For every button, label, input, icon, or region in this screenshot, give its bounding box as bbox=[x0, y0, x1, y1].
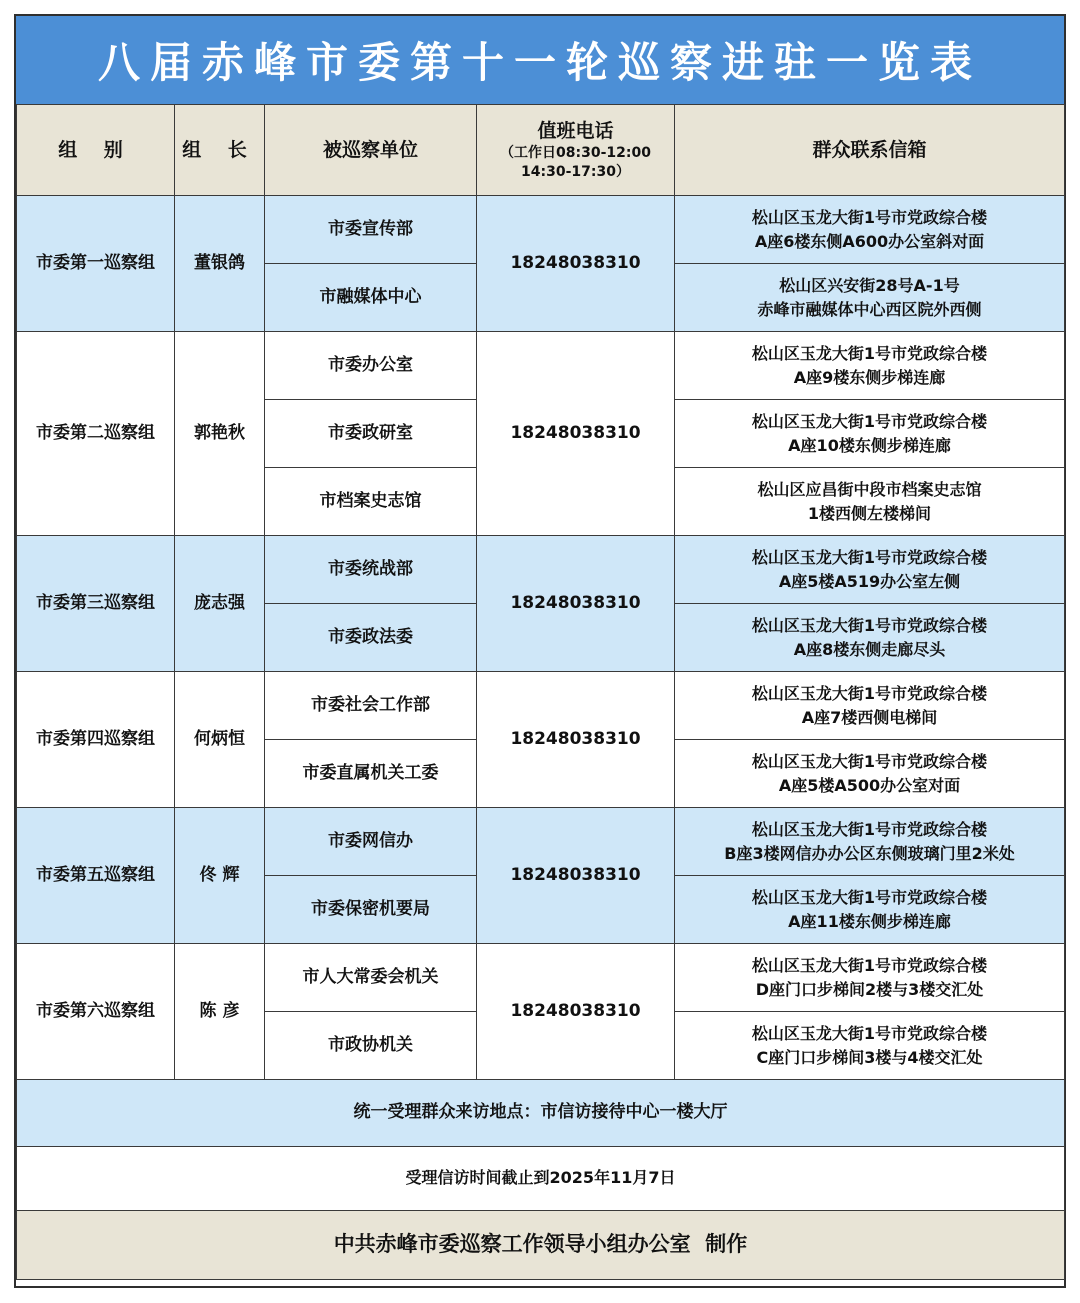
header-unit: 被巡察单位 bbox=[265, 105, 477, 196]
group-name: 市委第三巡察组 bbox=[17, 536, 175, 672]
mailbox-line-2: A座5楼A500办公室对面 bbox=[778, 775, 961, 795]
group-name: 市委第四巡察组 bbox=[17, 672, 175, 808]
table-row bbox=[17, 196, 1065, 264]
inspected-unit: 市委保密机要局 bbox=[265, 876, 477, 944]
inspected-unit: 市委网信办 bbox=[265, 808, 477, 876]
mailbox-line-1: 松山区玉龙大街1号市党政综合楼 bbox=[751, 683, 988, 703]
group-name: 市委第六巡察组 bbox=[17, 944, 175, 1080]
mailbox-line-2: A座9楼东侧步梯连廊 bbox=[793, 367, 946, 387]
mailbox-line-1: 松山区玉龙大街1号市党政综合楼 bbox=[751, 1023, 988, 1043]
mailbox-location bbox=[675, 332, 1065, 400]
group-name: 市委第一巡察组 bbox=[17, 196, 175, 332]
table-row bbox=[17, 672, 1065, 740]
group-leader: 佟 辉 bbox=[175, 808, 265, 944]
mailbox-location bbox=[675, 1012, 1065, 1080]
visit-location-text: 统一受理群众来访地点：市信访接待中心一楼大厅 bbox=[17, 1080, 1065, 1147]
mailbox-line-2: A座7楼西侧电梯间 bbox=[801, 707, 938, 727]
mailbox-line-2: A座11楼东侧步梯连廊 bbox=[788, 911, 951, 931]
mailbox-location bbox=[675, 604, 1065, 672]
inspected-unit: 市委政研室 bbox=[265, 400, 477, 468]
table-body bbox=[17, 196, 1065, 1080]
table-row bbox=[17, 944, 1065, 1012]
mailbox-line-1: 松山区玉龙大街1号市党政综合楼 bbox=[751, 207, 988, 227]
inspected-unit: 市政协机关 bbox=[265, 1012, 477, 1080]
group-leader: 郭艳秋 bbox=[175, 332, 265, 536]
mailbox-line-2: B座3楼网信办办公区东侧玻璃门里2米处 bbox=[724, 843, 1015, 863]
mailbox-location bbox=[675, 808, 1065, 876]
group-name: 市委第五巡察组 bbox=[17, 808, 175, 944]
mailbox-location bbox=[675, 672, 1065, 740]
mailbox-line-2: A座6楼东侧A600办公室斜对面 bbox=[754, 231, 985, 251]
duty-phone: 18248038310 bbox=[477, 332, 675, 536]
title-banner bbox=[16, 16, 1064, 106]
mailbox-location bbox=[675, 876, 1065, 944]
header-phone bbox=[477, 105, 675, 196]
mailbox-line-1: 松山区玉龙大街1号市党政综合楼 bbox=[751, 615, 988, 635]
mailbox-location bbox=[675, 468, 1065, 536]
mailbox-line-2: C座门口步梯间3楼与4楼交汇处 bbox=[756, 1047, 983, 1067]
group-leader: 庞志强 bbox=[175, 536, 265, 672]
deadline-text: 受理信访时间截止到2025年11月7日 bbox=[17, 1147, 1065, 1211]
inspected-unit: 市委宣传部 bbox=[265, 196, 477, 264]
inspected-unit: 市人大常委会机关 bbox=[265, 944, 477, 1012]
inspected-unit: 市档案史志馆 bbox=[265, 468, 477, 536]
duty-phone: 18248038310 bbox=[477, 672, 675, 808]
mailbox-location bbox=[675, 944, 1065, 1012]
inspected-unit: 市委统战部 bbox=[265, 536, 477, 604]
mailbox-location bbox=[675, 536, 1065, 604]
duty-phone: 18248038310 bbox=[477, 944, 675, 1080]
mailbox-line-1: 松山区玉龙大街1号市党政综合楼 bbox=[751, 547, 988, 567]
mailbox-line-1: 松山区玉龙大街1号市党政综合楼 bbox=[751, 411, 988, 431]
duty-phone: 18248038310 bbox=[477, 808, 675, 944]
group-leader: 何炳恒 bbox=[175, 672, 265, 808]
header-group: 组 别 bbox=[17, 105, 175, 196]
header-row bbox=[17, 105, 1065, 196]
inspected-unit: 市委办公室 bbox=[265, 332, 477, 400]
mailbox-location bbox=[675, 196, 1065, 264]
inspected-unit: 市委社会工作部 bbox=[265, 672, 477, 740]
page-title: 八届赤峰市委第十一轮巡察进驻一览表 bbox=[97, 38, 982, 87]
mailbox-location bbox=[675, 740, 1065, 808]
mailbox-line-2: 1楼西侧左楼梯间 bbox=[807, 503, 932, 523]
inspected-unit: 市委政法委 bbox=[265, 604, 477, 672]
duty-phone: 18248038310 bbox=[477, 536, 675, 672]
mailbox-line-2: A座5楼A519办公室左侧 bbox=[778, 571, 961, 591]
mailbox-line-1: 松山区兴安街28号A-1号 bbox=[779, 275, 960, 295]
mailbox-location bbox=[675, 264, 1065, 332]
mailbox-line-1: 松山区玉龙大街1号市党政综合楼 bbox=[751, 819, 988, 839]
header-phone-label: 值班电话 bbox=[537, 119, 614, 142]
producer-text: 中共赤峰市委巡察工作领导小组办公室 制作 bbox=[17, 1211, 1065, 1280]
roster-sheet bbox=[14, 14, 1066, 1288]
group-name: 市委第二巡察组 bbox=[17, 332, 175, 536]
inspected-unit: 市融媒体中心 bbox=[265, 264, 477, 332]
mailbox-line-1: 松山区应昌街中段市档案史志馆 bbox=[757, 479, 982, 499]
table-row bbox=[17, 808, 1065, 876]
mailbox-location bbox=[675, 400, 1065, 468]
inspected-unit: 市委直属机关工委 bbox=[265, 740, 477, 808]
mailbox-line-1: 松山区玉龙大街1号市党政综合楼 bbox=[751, 751, 988, 771]
mailbox-line-1: 松山区玉龙大街1号市党政综合楼 bbox=[751, 887, 988, 907]
mailbox-line-1: 松山区玉龙大街1号市党政综合楼 bbox=[751, 955, 988, 975]
group-leader: 陈 彦 bbox=[175, 944, 265, 1080]
header-phone-hours-2: 14:30-17:30） bbox=[521, 164, 630, 181]
inspection-table bbox=[16, 104, 1065, 1280]
visit-location-row bbox=[17, 1080, 1065, 1147]
table-row bbox=[17, 332, 1065, 400]
header-phone-hours-1: （工作日08:30-12:00 bbox=[500, 145, 651, 162]
group-leader: 董银鸽 bbox=[175, 196, 265, 332]
duty-phone: 18248038310 bbox=[477, 196, 675, 332]
header-leader: 组 长 bbox=[175, 105, 265, 196]
producer-row bbox=[17, 1211, 1065, 1280]
mailbox-line-1: 松山区玉龙大街1号市党政综合楼 bbox=[751, 343, 988, 363]
mailbox-line-2: A座8楼东侧走廊尽头 bbox=[793, 639, 946, 659]
table-row bbox=[17, 536, 1065, 604]
mailbox-line-2: A座10楼东侧步梯连廊 bbox=[788, 435, 951, 455]
mailbox-line-2: 赤峰市融媒体中心西区院外西侧 bbox=[757, 299, 982, 319]
header-mailbox: 群众联系信箱 bbox=[675, 105, 1065, 196]
deadline-row bbox=[17, 1147, 1065, 1211]
mailbox-line-2: D座门口步梯间2楼与3楼交汇处 bbox=[755, 979, 984, 999]
